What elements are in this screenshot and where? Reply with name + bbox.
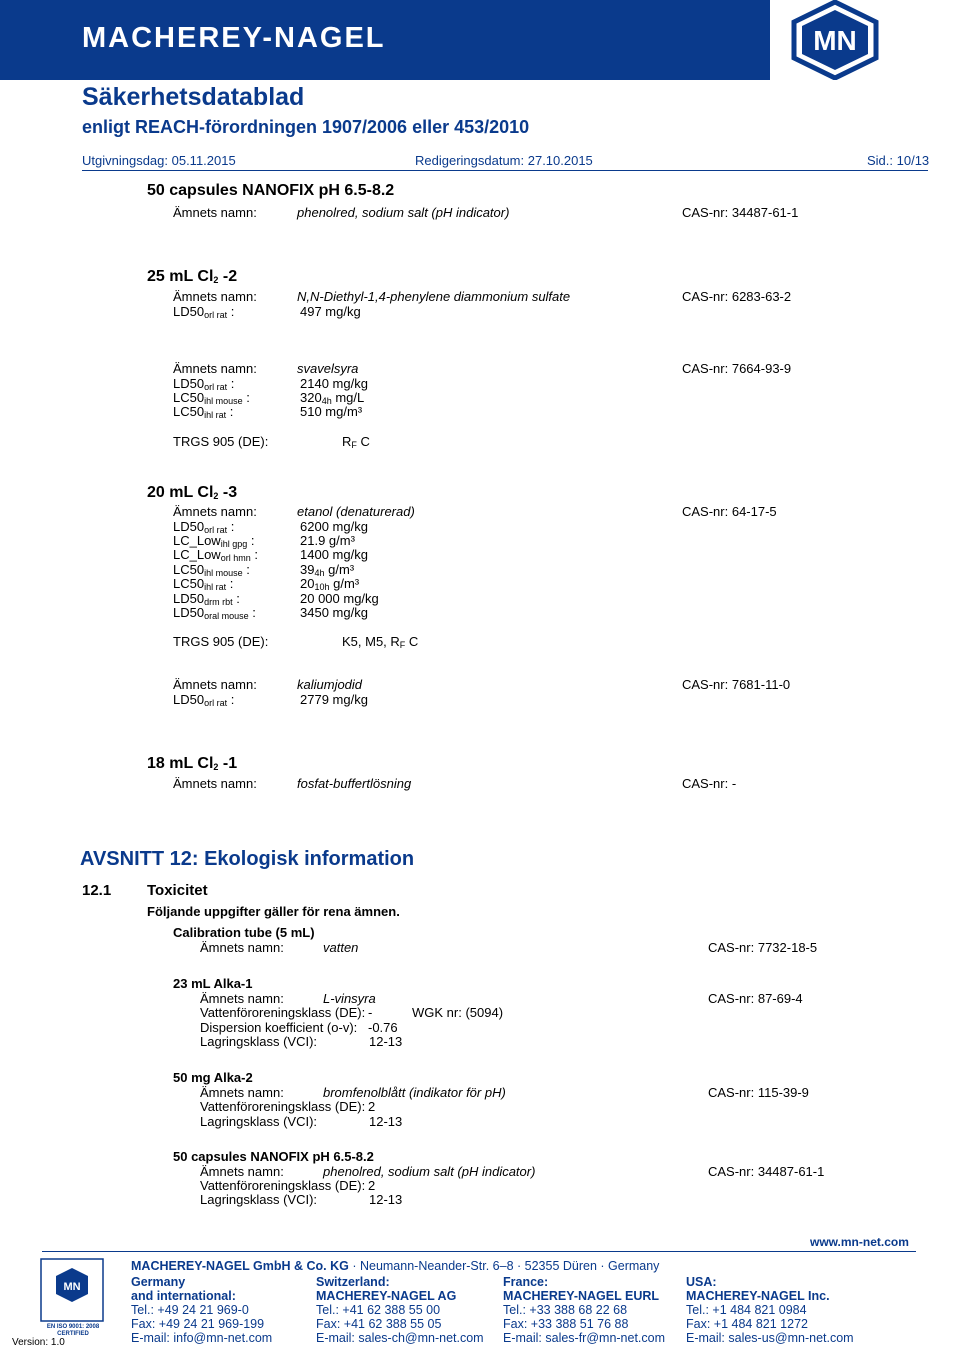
fax: Fax: +33 388 51 76 88 — [503, 1317, 629, 1331]
section-note: Följande uppgifter gäller för rena ämnen. — [147, 904, 400, 919]
tox-value: 6200 mg/kg — [300, 519, 368, 534]
wgk-class-label: Vattenföroreningsklass (DE): — [200, 1178, 366, 1193]
cas-number: CAS-nr: 34487-61-1 — [682, 205, 799, 220]
tox-label: $LD50_{orl rat}$ : — [173, 376, 235, 392]
wgk-class-value: - — [368, 1005, 373, 1020]
cas-number: CAS-nr: 64-17-5 — [682, 504, 777, 519]
cas-number: CAS-nr: 7681-11-0 — [682, 677, 791, 692]
tox-label: $LD50_{orl rat}$ : — [173, 304, 235, 320]
tox-label: $LD50_{orl rat}$ : — [173, 519, 235, 535]
tox-value: 510 mg/m³ — [300, 404, 363, 419]
storage-value: 12-13 — [369, 1034, 403, 1049]
substance-label: Ämnets namn: — [200, 940, 284, 955]
tox-value: 2140 mg/kg — [300, 376, 368, 391]
substance-label: Ämnets namn: — [200, 1085, 284, 1100]
cas-number: CAS-nr: 87-69-4 — [708, 991, 803, 1006]
country-name: Switzerland: — [316, 1275, 390, 1289]
tox-value: 497 mg/kg — [300, 304, 361, 319]
product-heading: 50 mg Alka-2 — [173, 1070, 253, 1085]
trgs-value: $R_F$ C — [342, 434, 370, 450]
wgk-class-label: Vattenföroreningsklass (DE): — [200, 1099, 366, 1114]
issue-date: Utgivningsdag: 05.11.2015 — [82, 153, 236, 168]
dispersion-label: Dispersion koefficient (o-v): — [200, 1020, 358, 1035]
substance-name: vatten — [323, 940, 359, 955]
website-link[interactable]: www.mn-net.com — [810, 1235, 909, 1249]
header-divider — [82, 170, 928, 171]
tox-label: $LD50_{drm rbt}$ : — [173, 591, 240, 607]
email-link[interactable]: E-mail: sales-fr@mn-net.com — [503, 1331, 666, 1345]
company-name: MACHEREY-NAGEL AG — [316, 1289, 457, 1303]
cas-number: CAS-nr: 7664-93-9 — [682, 361, 792, 376]
tox-value: 3450 mg/kg — [300, 605, 368, 620]
tox-value: 21.9 g/m³ — [300, 533, 355, 548]
company-name: MACHEREY-NAGEL EURL — [503, 1289, 660, 1303]
tox-label: $LD50_{orl rat}$ : — [173, 692, 235, 708]
fax: Fax: +1 484 821 1272 — [686, 1317, 808, 1331]
svg-text:MN: MN — [813, 25, 857, 56]
trgs-label: TRGS 905 (DE): — [173, 434, 269, 449]
storage-value: 12-13 — [369, 1114, 403, 1129]
document-title: Säkerhetsdatablad — [82, 83, 305, 111]
substance-name: fosfat-buffertlösning — [297, 776, 412, 791]
product-heading: 23 mL Alka-1 — [173, 976, 253, 991]
version-label: Version: 1.0 — [12, 1337, 65, 1348]
tox-label: $LC50_{ihl mouse}$ : — [173, 562, 250, 578]
footer-divider — [42, 1251, 916, 1252]
storage-label: Lagringsklass (VCI): — [200, 1114, 318, 1129]
cas-number: CAS-nr: 6283-63-2 — [682, 289, 792, 304]
company-name: and international: — [131, 1289, 236, 1303]
product-heading: 50 capsules NANOFIX pH 6.5-8.2 — [173, 1149, 374, 1164]
country-name: USA: — [686, 1275, 717, 1289]
substance-name: L-vinsyra — [323, 991, 376, 1006]
product-heading: Calibration tube (5 mL) — [173, 925, 315, 940]
certification-seal-icon — [40, 1258, 104, 1322]
substance-label: Ämnets namn: — [173, 205, 257, 220]
email-link[interactable]: E-mail: sales-ch@mn-net.com — [316, 1331, 484, 1345]
certification-text: EN ISO 9001: 2008 CERTIFIED — [46, 1324, 100, 1337]
tox-label: $LC50_{ihl rat}$ : — [173, 576, 234, 592]
svg-text:MN: MN — [63, 1281, 81, 1293]
page-number: Sid.: 10/13 — [867, 153, 930, 168]
substance-label: Ämnets namn: — [173, 289, 257, 304]
subsection-number: 12.1 — [82, 882, 112, 899]
wgk-class-label: Vattenföroreningsklass (DE): — [200, 1005, 366, 1020]
brand-name: MACHEREY-NAGEL — [82, 22, 386, 54]
company-name: MACHEREY-NAGEL Inc. — [686, 1289, 830, 1303]
cas-number: CAS-nr: - — [682, 776, 737, 791]
substance-name: N,N-Diethyl-1,4-phenylene diammonium sulfate — [297, 289, 571, 304]
substance-name: phenolred, sodium salt (pH indicator) — [323, 1164, 536, 1179]
tox-label: $LD50_{oral mouse}$ : — [173, 605, 256, 621]
substance-label: Ämnets namn: — [173, 776, 257, 791]
tox-label: LC_Low$_{orl hmn}$ : — [173, 547, 258, 563]
substance-name: kaliumjodid — [297, 677, 363, 692]
product-heading-18ml: 18 mL $Cl_2$ -1 — [147, 755, 238, 772]
cas-number: CAS-nr: 7732-18-5 — [708, 940, 818, 955]
substance-name: svavelsyra — [297, 361, 359, 376]
trgs-value: K5, M5, $R_F$ C — [342, 634, 419, 650]
substance-label: Ämnets namn: — [200, 991, 284, 1006]
product-heading-20ml: 20 mL $Cl_2$ -3 — [147, 484, 238, 501]
substance-label: Ämnets namn: — [200, 1164, 284, 1179]
tox-value: 2779 mg/kg — [300, 692, 368, 707]
mn-logo-icon — [780, 0, 890, 80]
substance-name: bromfenolblått (indikator för pH) — [323, 1085, 506, 1100]
tox-label: $LC50_{ihl mouse}$ : — [173, 390, 250, 406]
document-subtitle: enligt REACH-förordningen 1907/2006 eller 453/2010 — [82, 117, 530, 137]
storage-value: 12-13 — [369, 1192, 403, 1207]
storage-label: Lagringsklass (VCI): — [200, 1192, 318, 1207]
fax: Fax: +41 62 388 55 05 — [316, 1317, 442, 1331]
substance-name: phenolred, sodium salt (pH indicator) — [297, 205, 510, 220]
wgk-number: WGK nr: (5094) — [412, 1005, 504, 1020]
tox-value: 20 000 mg/kg — [300, 591, 379, 606]
phone: Tel.: +41 62 388 55 00 — [316, 1303, 441, 1317]
fax: Fax: +49 24 21 969-199 — [131, 1317, 265, 1331]
substance-label: Ämnets namn: — [173, 361, 257, 376]
product-heading-25ml: 25 mL $Cl_2$ -2 — [147, 268, 238, 285]
tox-value: $320_{4h}$ mg/L — [300, 390, 365, 406]
phone: Tel.: +49 24 21 969-0 — [131, 1303, 249, 1317]
wgk-class-value: 2 — [368, 1178, 376, 1193]
tox-value: $20_{10h}$ g/m³ — [300, 576, 360, 592]
revision-date: Redigeringsdatum: 27.10.2015 — [415, 153, 593, 168]
phone: Tel.: +33 388 68 22 68 — [503, 1303, 628, 1317]
storage-label: Lagringsklass (VCI): — [200, 1034, 318, 1049]
email-link[interactable]: E-mail: info@mn-net.com — [131, 1331, 273, 1345]
dispersion-value: -0.76 — [368, 1020, 398, 1035]
tox-value: $39_{4h}$ g/m³ — [300, 562, 355, 578]
substance-name: etanol (denaturerad) — [297, 504, 415, 519]
country-name: France: — [503, 1275, 549, 1289]
substance-label: Ämnets namn: — [173, 677, 257, 692]
wgk-class-value: 2 — [368, 1099, 376, 1114]
section-title: AVSNITT 12: Ekologisk information — [80, 848, 415, 870]
cas-number: CAS-nr: 115-39-9 — [708, 1085, 809, 1100]
product-heading: 50 capsules NANOFIX pH 6.5-8.2 — [147, 182, 395, 199]
cas-number: CAS-nr: 34487-61-1 — [708, 1164, 825, 1179]
tox-label: LC_Low$_{ihl gpg}$ : — [173, 533, 255, 549]
tox-label: $LC50_{ihl rat}$ : — [173, 404, 234, 420]
substance-label: Ämnets namn: — [173, 504, 257, 519]
tox-value: 1400 mg/kg — [300, 547, 368, 562]
company-line: MACHEREY-NAGEL GmbH & Co. KG · Neumann-Neander-Str. 6–8 · 52355 Düren · Germany — [131, 1259, 660, 1273]
trgs-label: TRGS 905 (DE): — [173, 634, 269, 649]
email-link[interactable]: E-mail: sales-us@mn-net.com — [686, 1331, 854, 1345]
phone: Tel.: +1 484 821 0984 — [686, 1303, 807, 1317]
country-name: Germany — [131, 1275, 186, 1289]
subsection-title: Toxicitet — [147, 882, 208, 899]
